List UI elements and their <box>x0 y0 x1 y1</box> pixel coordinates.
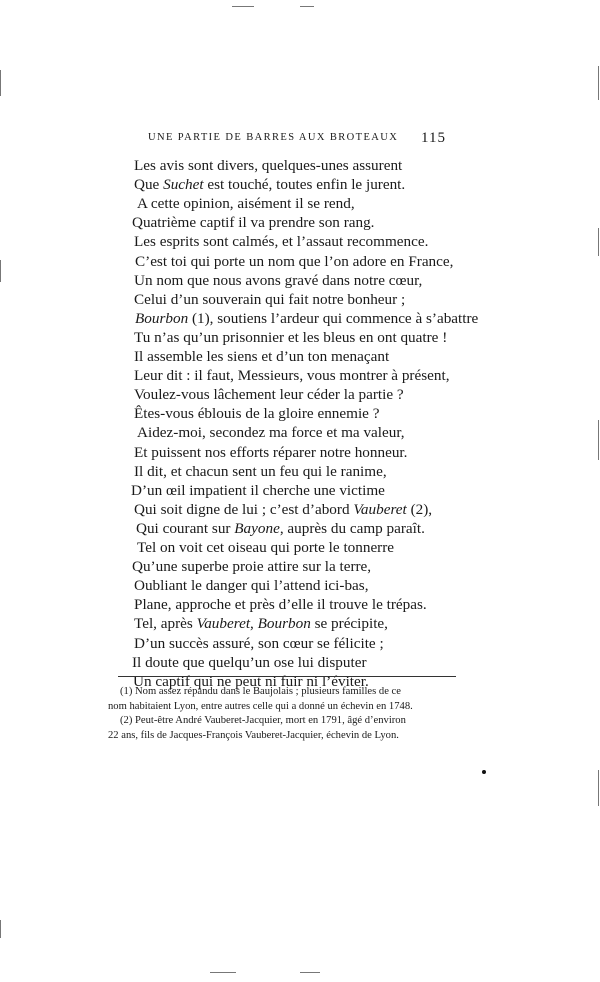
verse-text: Aidez-moi, secondez ma force et ma valeur, <box>137 424 405 442</box>
verse-text: Tel on voit cet oiseau qui porte le tonnerre <box>137 539 395 556</box>
verse-line <box>134 463 387 481</box>
scan-mark <box>232 6 254 7</box>
verse-text: Il assemble les siens et d’un ton menaçant <box>134 348 390 365</box>
verse-text: Un nom que nous avons gravé dans notre cœur, <box>134 271 423 289</box>
scan-mark <box>210 972 236 973</box>
verse-text: , <box>250 615 258 633</box>
scan-mark <box>0 920 1 938</box>
verse-text: Que <box>134 176 164 194</box>
verse-text: Voulez-vous lâchement leur céder la partie ? <box>134 386 404 404</box>
verse-line <box>134 444 407 462</box>
verse-text: Et puissent nos efforts réparer notre honneur. <box>134 443 408 461</box>
scan-mark <box>0 70 1 96</box>
verse-text: Qui courant sur <box>136 519 235 537</box>
verse-text: Celui d’un souverain qui fait notre bonheur ; <box>134 290 406 308</box>
verse-text: Tu n’as qu’un prisonnier et les bleus en ont quatre ! <box>134 328 448 346</box>
verse-line <box>134 367 450 385</box>
verse-line <box>134 348 389 366</box>
running-title: UNE PARTIE DE BARRES AUX BROTEAUX <box>148 132 399 143</box>
page-header <box>148 132 448 152</box>
verse-line <box>134 329 447 347</box>
verse-line <box>134 233 428 251</box>
verse-text: Oubliant le danger qui l’attend ici-bas, <box>134 577 369 595</box>
verse-line <box>136 520 425 538</box>
verse-italic-name: Vauberet <box>353 500 407 518</box>
verse-line <box>134 157 402 175</box>
verse-line <box>132 214 374 232</box>
verse-text: D’un succès assuré, son cœur se félicite ; <box>134 634 384 652</box>
verse-italic-name: Suchet <box>163 176 204 194</box>
scan-mark <box>598 228 599 256</box>
scan-mark <box>0 260 1 282</box>
verse-line <box>132 558 371 576</box>
verse-text: Quatrième captif il va prendre son rang. <box>132 214 375 232</box>
verse-text: Plane, approche et près d’elle il trouve le trépas. <box>134 596 427 614</box>
verse-line <box>134 577 369 595</box>
verse-text: A cette opinion, aisément il se rend, <box>137 195 355 213</box>
verse-text: se précipite, <box>310 615 388 633</box>
footnote-line: (1) Nom assez répandu dans le Baujolais ; plusieurs familles de ce <box>120 686 401 697</box>
ink-dot <box>482 770 486 774</box>
verse-text: Leur dit : il faut, Messieurs, vous montrer à présent, <box>134 367 450 385</box>
verse-text: (2), <box>406 500 433 518</box>
verse-line <box>137 539 394 557</box>
verse-italic-name: Bourbon <box>135 309 189 327</box>
footnote-separator <box>118 676 456 677</box>
verse-line <box>137 424 405 442</box>
verse-text: , auprès du camp paraît. <box>279 519 425 537</box>
footnote-line: (2) Peut-être André Vauberet-Jacquier, mort en 1791, âgé d’environ <box>120 715 406 727</box>
footnote-line: 22 ans, fils de Jacques-François Vauberet-Jacquier, échevin de Lyon. <box>108 729 399 741</box>
verse-text: Tel, après <box>134 615 197 633</box>
verse-text: Qu’une superbe proie attire sur la terre, <box>132 558 372 576</box>
verse-text: Un captif qui ne peut ni fuir ni l’éviter. <box>133 672 369 690</box>
verse-text: D’un œil impatient il cherche une victime <box>131 481 385 499</box>
verse-line <box>134 635 384 653</box>
scan-mark <box>300 972 320 973</box>
verse-line <box>134 291 405 309</box>
verse-line <box>134 386 404 404</box>
verse-text: Les esprits sont calmés, et l’assaut recommence. <box>134 233 429 251</box>
verse-italic-name: Bourbon <box>257 615 311 633</box>
verse-line <box>134 596 427 614</box>
scan-mark <box>300 6 314 7</box>
verse-text: Êtes-vous éblouis de la gloire ennemie ? <box>134 405 380 423</box>
scan-mark <box>598 66 599 100</box>
verse-text: Qui soit digne de lui ; c’est d’abord <box>134 500 354 518</box>
verse-line <box>137 195 355 213</box>
verse-text: C’est toi qui porte un nom que l’on adore en France, <box>135 252 454 270</box>
verse-line <box>134 501 432 519</box>
verse-text: Les avis sont divers, quelques-unes assurent <box>134 157 403 174</box>
page-number: 115 <box>421 130 446 146</box>
verse-line <box>131 482 385 500</box>
verse-line <box>134 615 388 633</box>
verse-text: (1), soutiens l’ardeur qui commence à s’abattre <box>188 309 479 327</box>
verse-line <box>134 176 405 194</box>
verse-text: Il doute que quelqu’un ose lui disputer <box>132 653 367 671</box>
verse-italic-name: Bayone <box>234 519 280 537</box>
verse-text: est touché, toutes enfin le jurent. <box>203 176 406 194</box>
verse-line <box>135 253 453 271</box>
verse-line <box>134 272 422 290</box>
verse-text: Il dit, et chacun sent un feu qui le ranime, <box>134 462 387 480</box>
scan-mark <box>598 420 599 460</box>
verse-line <box>135 310 478 328</box>
verse-line <box>132 654 367 672</box>
verse-line <box>134 405 379 423</box>
footnote-line: nom habitaient Lyon, entre autres celle qui a donné un échevin en 1748. <box>108 700 413 712</box>
scan-mark <box>598 770 599 806</box>
verse-italic-name: Vauberet <box>196 615 251 633</box>
